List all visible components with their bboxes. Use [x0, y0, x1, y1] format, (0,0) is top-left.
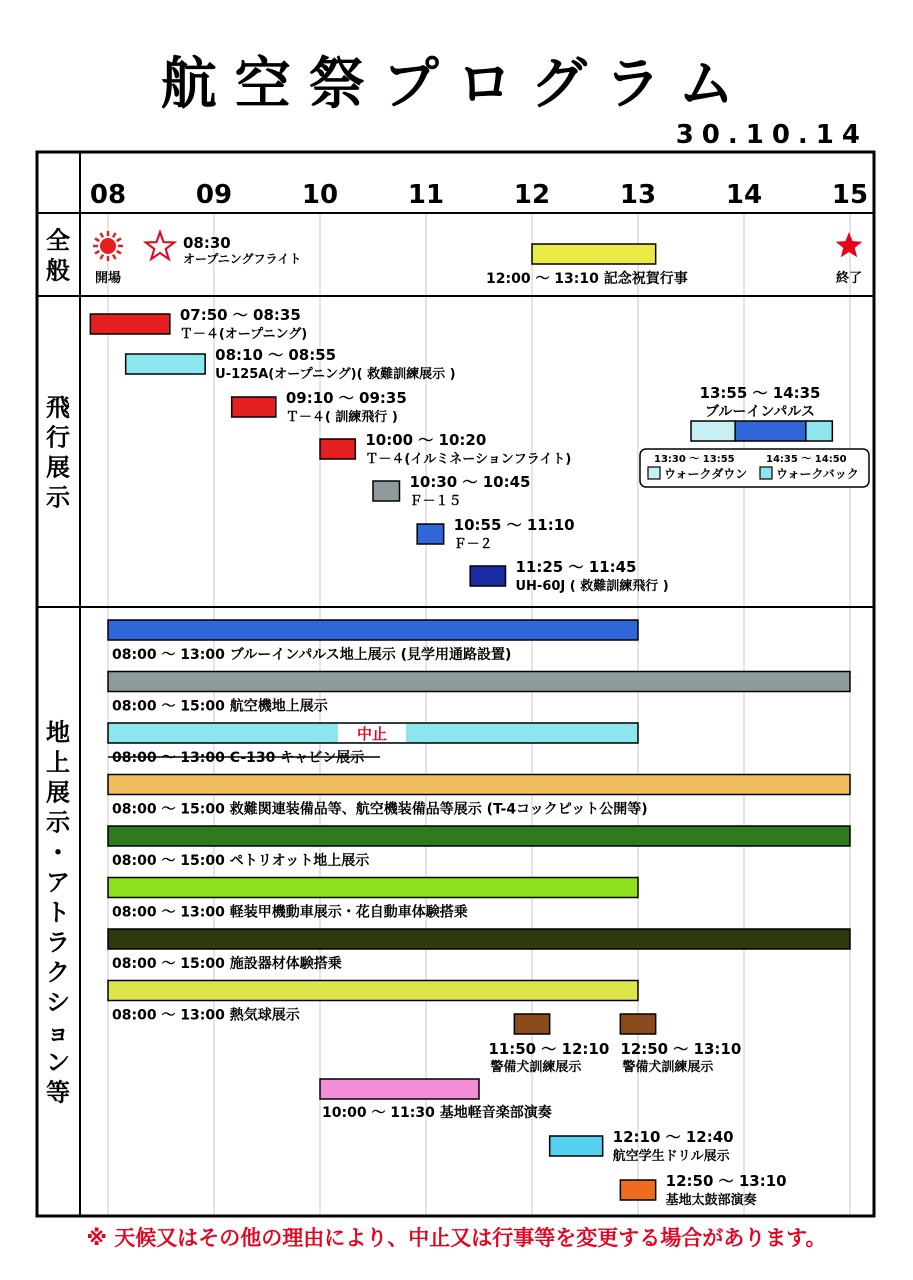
late-event-bar — [550, 1136, 603, 1156]
hour-label: 08 — [89, 180, 127, 210]
opening-time: 08:30 — [183, 234, 231, 252]
dog-time: 12:50 ～ 13:10 — [620, 1040, 742, 1058]
section-label-ground: 等 — [46, 1078, 70, 1107]
late-event-bar — [320, 1079, 479, 1099]
sun-icon-ray — [117, 251, 121, 254]
flight-name: U-125A(オープニング)( 救難訓練展示 ) — [215, 367, 456, 382]
flight-name: Ｔ－４( 訓練飛行 ) — [285, 410, 398, 425]
late-event-name: 航空学生ドリル展示 — [612, 1149, 730, 1164]
section-label-ground: ラ — [46, 928, 70, 957]
dog-name: 警備犬訓練展示 — [490, 1060, 582, 1075]
late-event-label: 10:00 ～ 11:30 基地軽音楽部演奏 — [322, 1105, 552, 1121]
legend-time: 14:35 ～ 14:50 — [766, 454, 847, 465]
hour-label: 12 — [513, 180, 551, 210]
blue-impulse-segment — [735, 421, 806, 441]
section-label-flight: 飛 — [46, 393, 70, 422]
ground-label: 08:00 ～ 13:00 熱気球展示 — [112, 1007, 300, 1024]
ground-bar — [108, 878, 638, 898]
ground-bar — [108, 981, 638, 1001]
flight-time: 09:10 ～ 09:35 — [285, 389, 407, 407]
sun-icon-ray — [95, 251, 99, 254]
sun-icon-ray — [113, 233, 116, 237]
flight-name: Ｆ－２ — [453, 537, 493, 552]
section-label-ground: 示 — [46, 808, 70, 837]
section-label-ground: シ — [46, 988, 70, 1017]
flight-bar — [470, 566, 505, 586]
flight-name: Ｔ－４(オープニング) — [179, 327, 308, 342]
late-event-bar — [620, 1180, 655, 1200]
dog-bar — [620, 1014, 655, 1034]
ground-label: 08:00 ～ 13:00 ブルーインパルス地上展示 (見学用通路設置) — [112, 647, 512, 663]
ground-label: 08:00 ～ 13:00 C-130 キャビン展示 — [112, 750, 365, 766]
section-label-flight: 行 — [46, 423, 70, 452]
section-label-flight: 示 — [46, 483, 70, 512]
dog-time: 11:50 ～ 12:10 — [488, 1040, 610, 1058]
star-filled-icon — [836, 232, 863, 257]
section-label-ground: ョ — [46, 1018, 70, 1047]
hour-label: 15 — [831, 180, 869, 210]
flight-name: Ｔ－４(イルミネーションフライト) — [365, 452, 572, 467]
section-label-ground: 上 — [46, 748, 70, 777]
dog-bar — [514, 1014, 549, 1034]
section-label-ground: ト — [46, 898, 70, 927]
legend-swatch — [648, 467, 660, 479]
flight-bar — [320, 439, 355, 459]
sun-icon-ray — [101, 255, 104, 259]
sun-icon-ray — [117, 239, 121, 242]
sun-icon-ray — [101, 233, 104, 237]
ground-label: 08:00 ～ 15:00 施設器材体験搭乗 — [112, 956, 342, 972]
ground-label: 08:00 ～ 15:00 航空機地上展示 — [112, 698, 328, 715]
cancel-text: 中止 — [356, 725, 388, 743]
section-label-flight: 展 — [46, 453, 70, 482]
section-label-ground: 展 — [46, 778, 70, 807]
flight-name: UH-60J ( 救難訓練飛行 ) — [515, 579, 669, 594]
flight-name: Ｆ－１５ — [409, 494, 462, 509]
section-label-ground: 地 — [46, 718, 70, 747]
legend-time: 13:30 ～ 13:55 — [654, 454, 735, 465]
flight-bar — [90, 314, 170, 334]
flight-bar — [373, 481, 400, 501]
hour-label: 13 — [619, 180, 657, 210]
ground-label: 08:00 ～ 15:00 ペトリオット地上展示 — [112, 853, 370, 869]
blue-impulse-name: ブルーインパルス — [704, 404, 816, 420]
ground-bar — [108, 775, 850, 795]
legend-label: ウォークバック — [776, 467, 859, 481]
ground-bar — [108, 929, 850, 949]
flight-time: 11:25 ～ 11:45 — [515, 558, 637, 576]
section-label-general: 般 — [46, 256, 70, 285]
late-event-time: 12:50 ～ 13:10 — [665, 1172, 787, 1190]
ground-label: 08:00 ～ 15:00 救難関連装備品等、航空機装備品等展示 (T-4コックピット公開等) — [112, 801, 648, 818]
hour-label: 11 — [407, 180, 445, 210]
flight-bar — [126, 354, 205, 374]
hour-label: 14 — [725, 180, 763, 210]
late-event-name: 基地太鼓部演奏 — [665, 1193, 757, 1208]
flight-bar — [232, 397, 276, 417]
sun-icon-ray — [95, 239, 99, 242]
page-title: 航空祭プログラム — [160, 52, 753, 117]
dog-name: 警備犬訓練展示 — [622, 1060, 714, 1075]
sun-icon-ray — [113, 255, 116, 259]
section-label-ground: ア — [46, 868, 70, 897]
ground-bar — [108, 672, 850, 692]
open-label: 開場 — [94, 271, 122, 286]
ceremony-label: 12:00 ～ 13:10 記念祝賀行事 — [486, 271, 688, 287]
blue-impulse-segment — [691, 421, 735, 441]
ground-label: 08:00 ～ 13:00 軽装甲機動車展示・花自動車体験搭乗 — [112, 904, 468, 921]
flight-time: 10:30 ～ 10:45 — [409, 473, 531, 491]
sun-icon — [100, 238, 116, 254]
close-label: 終了 — [835, 271, 863, 286]
opening-text: オープニングフライト — [183, 252, 302, 266]
legend-swatch — [760, 467, 772, 479]
flight-bar — [417, 524, 444, 544]
blue-impulse-segment — [806, 421, 833, 441]
legend-label: ウォークダウン — [664, 467, 748, 481]
ground-bar — [108, 620, 638, 640]
flight-time: 10:55 ～ 11:10 — [453, 516, 575, 534]
program-date: 30.10.14 — [675, 120, 868, 150]
late-event-time: 12:10 ～ 12:40 — [612, 1128, 734, 1146]
hour-label: 10 — [301, 180, 339, 210]
section-label-general: 全 — [46, 226, 70, 255]
flight-time: 08:10 ～ 08:55 — [215, 346, 337, 364]
blue-impulse-time: 13:55 ～ 14:35 — [699, 384, 821, 402]
flight-time: 10:00 ～ 10:20 — [365, 431, 487, 449]
ground-bar — [108, 826, 850, 846]
section-label-ground: ク — [46, 958, 70, 987]
section-label-ground: ン — [46, 1048, 70, 1077]
disclaimer-note: ※ 天候又はその他の理由により、中止又は行事等を変更する場合があります。 — [86, 1226, 827, 1250]
star-outline-icon — [146, 232, 175, 259]
flight-time: 07:50 ～ 08:35 — [179, 306, 301, 324]
ceremony-bar — [532, 244, 656, 264]
hour-label: 09 — [195, 180, 233, 210]
section-label-ground: ・ — [46, 838, 70, 867]
